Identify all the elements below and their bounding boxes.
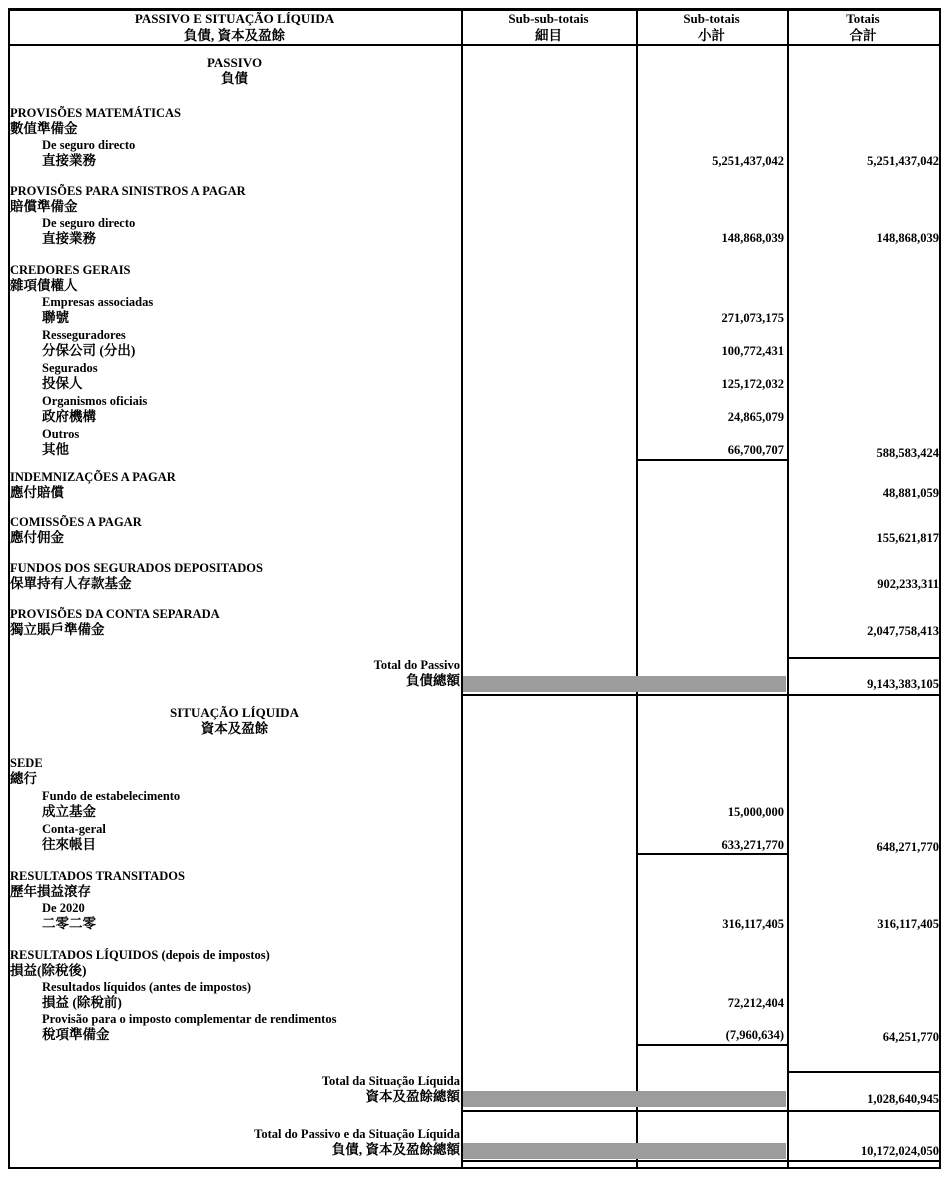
- section-heading-situacao-liquida: [8, 705, 461, 737]
- total-cell-top-border: [787, 1071, 939, 1073]
- row-credores-gerais: [10, 263, 131, 294]
- subtotal-value: 72,212,404: [727, 996, 784, 1010]
- label-zh: 保單持有人存款基金: [10, 576, 132, 591]
- column-divider-3: [787, 8, 789, 1168]
- label-zh: 往來帳目: [42, 837, 96, 852]
- row-sede: [10, 756, 43, 787]
- total-value: 64,251,770: [882, 1030, 939, 1044]
- total-shaded-bar: [463, 1091, 786, 1107]
- subtotal-value: 271,073,175: [721, 311, 784, 325]
- column-header-description-pt: PASSIVO E SITUAÇÃO LÍQUIDA: [134, 11, 335, 26]
- column-header-totals-zh: 合計: [849, 28, 877, 43]
- label-zh: 負債總額: [406, 673, 460, 688]
- label-pt: PROVISÕES DA CONTA SEPARADA: [10, 607, 220, 621]
- row-resultados-antes-impostos: [42, 980, 251, 1011]
- label-zh: 數值準備金: [10, 121, 78, 136]
- row-comissoes-a-pagar: [10, 515, 142, 546]
- label-zh: 資本及盈餘總額: [365, 1089, 460, 1104]
- label-pt: COMISSÕES A PAGAR: [10, 515, 142, 529]
- label-pt: Resseguradores: [42, 328, 126, 342]
- column-divider-2: [636, 8, 638, 1168]
- label-pt: RESULTADOS LÍQUIDOS (depois de impostos): [10, 948, 270, 962]
- section-heading-situacao-zh: 資本及盈餘: [200, 721, 269, 736]
- row-seguro-directo-1: [42, 138, 135, 169]
- label-zh: 其他: [42, 442, 69, 457]
- total-value: 5,251,437,042: [867, 154, 939, 168]
- label-pt: CREDORES GERAIS: [10, 263, 131, 277]
- total-value: 155,621,817: [876, 531, 939, 545]
- row-outros: [42, 427, 79, 458]
- label-zh: 總行: [10, 771, 37, 786]
- subtotal-value: 66,700,707: [727, 443, 784, 457]
- label-zh: 應付佣金: [10, 530, 64, 545]
- total-cell-top-border: [787, 657, 939, 659]
- label-pt: INDEMNIZAÇÕES A PAGAR: [10, 470, 176, 484]
- row-provisoes-matematicas: [10, 106, 181, 137]
- total-shaded-bar: [463, 1143, 786, 1159]
- total-value: 902,233,311: [877, 577, 939, 591]
- subtotal-value: (7,960,634): [725, 1028, 784, 1042]
- label-pt: Conta-geral: [42, 822, 106, 836]
- label-pt: FUNDOS DOS SEGURADOS DEPOSITADOS: [10, 561, 263, 575]
- label-zh: 政府機構: [42, 409, 96, 424]
- row-organismos-oficiais: [42, 394, 147, 425]
- label-pt: Total do Passivo: [373, 658, 460, 672]
- row-indemnizacoes-a-pagar: [10, 470, 176, 501]
- label-zh: 稅項準備金: [42, 1027, 110, 1042]
- label-zh: 投保人: [42, 376, 83, 391]
- label-zh: 損益(除稅後): [10, 963, 87, 978]
- label-pt: Outros: [42, 427, 80, 441]
- label-zh: 分保公司 (分出): [42, 343, 136, 358]
- column-header-description-zh: 負債, 資本及盈餘: [183, 28, 286, 43]
- label-pt: Total do Passivo e da Situação Líquida: [254, 1127, 460, 1141]
- label-pt: RESULTADOS TRANSITADOS: [10, 869, 185, 883]
- label-zh: 雜項債權人: [10, 278, 78, 293]
- label-pt: Fundo de estabelecimento: [42, 789, 181, 803]
- label-zh: 直接業務: [42, 153, 96, 168]
- subtotal-value: 5,251,437,042: [712, 154, 784, 168]
- label-pt: De seguro directo: [42, 138, 136, 152]
- column-divider-1: [461, 8, 463, 1168]
- label-zh: 二零二零: [42, 916, 96, 931]
- label-pt: PROVISÕES MATEMÁTICAS: [10, 106, 181, 120]
- subtotal-value: 633,271,770: [721, 838, 784, 852]
- total-row-bottom-border: [461, 1110, 939, 1112]
- total-passivo-label: [374, 658, 460, 689]
- row-fundos-segurados-depositados: [10, 561, 263, 592]
- label-zh: 應付賠償: [10, 485, 64, 500]
- total-passivo-value: 9,143,383,105: [867, 677, 939, 691]
- section-heading-situacao-pt: SITUAÇÃO LÍQUIDA: [170, 705, 299, 720]
- section-heading-passivo-zh: 負債: [221, 71, 248, 86]
- row-segurados: [42, 361, 98, 392]
- label-zh: 成立基金: [42, 804, 96, 819]
- grand-total-label: [254, 1127, 460, 1158]
- total-value: 48,881,059: [882, 486, 939, 500]
- row-seguro-directo-2: [42, 216, 135, 247]
- total-value: 316,117,405: [877, 917, 939, 931]
- label-pt: Empresas associadas: [42, 295, 154, 309]
- label-pt: Total da Situação Líquida: [321, 1074, 460, 1088]
- label-zh: 負債, 資本及盈餘總額: [331, 1142, 460, 1157]
- subtotal-value: 316,117,405: [722, 917, 784, 931]
- label-pt: De 2020: [42, 901, 85, 915]
- label-zh: 歷年損益滾存: [10, 884, 91, 899]
- total-value: 648,271,770: [876, 840, 939, 854]
- row-empresas-associadas: [42, 295, 153, 326]
- sum-line: [636, 459, 788, 461]
- label-pt: De seguro directo: [42, 216, 136, 230]
- subtotal-value: 125,172,032: [721, 377, 784, 391]
- column-header-subsubtotals: [461, 10, 636, 44]
- column-header-subtotals-pt: Sub-totais: [683, 11, 740, 26]
- column-header-subsubtotals-pt: Sub-sub-totais: [508, 11, 589, 26]
- total-value: 588,583,424: [876, 446, 939, 460]
- total-value: 148,868,039: [876, 231, 939, 245]
- total-situacao-value: 1,028,640,945: [867, 1092, 939, 1106]
- column-header-totals: [787, 10, 939, 44]
- label-pt: SEDE: [10, 756, 43, 770]
- row-resultados-liquidos: [10, 948, 270, 979]
- header-bottom-border: [8, 44, 939, 46]
- grand-total-value: 10,172,024,050: [860, 1144, 939, 1158]
- sum-line: [636, 1044, 788, 1046]
- subtotal-value: 100,772,431: [721, 344, 784, 358]
- subtotal-value: 24,865,079: [727, 410, 784, 424]
- label-zh: 賠償準備金: [10, 199, 78, 214]
- total-row-bottom-border: [461, 694, 939, 696]
- row-conta-geral: [42, 822, 106, 853]
- total-situacao-label: [322, 1074, 460, 1105]
- total-shaded-bar: [463, 676, 786, 692]
- row-de-2020: [42, 901, 96, 932]
- row-provisoes-conta-separada: [10, 607, 220, 638]
- subtotal-value: 148,868,039: [721, 231, 784, 245]
- section-heading-passivo-pt: PASSIVO: [206, 55, 263, 70]
- row-resseguradores: [42, 328, 135, 359]
- row-resultados-transitados: [10, 869, 185, 900]
- label-pt: Provisão para o imposto complementar de rendimentos: [42, 1012, 337, 1026]
- column-header-subsubtotals-zh: 細目: [535, 28, 562, 43]
- label-pt: Segurados: [42, 361, 98, 375]
- label-zh: 損益 (除稅前): [42, 995, 122, 1010]
- label-zh: 聯號: [42, 310, 69, 325]
- subtotal-value: 15,000,000: [727, 805, 784, 819]
- row-fundo-estabelecimento: [42, 789, 180, 820]
- row-provisoes-sinistros: [10, 184, 246, 215]
- row-provisao-imposto: [42, 1012, 336, 1043]
- column-header-description: [8, 10, 461, 44]
- column-header-subtotals: [636, 10, 787, 44]
- column-header-subtotals-zh: 小計: [698, 28, 725, 43]
- total-value: 2,047,758,413: [867, 624, 939, 638]
- label-pt: PROVISÕES PARA SINISTROS A PAGAR: [10, 184, 246, 198]
- label-pt: Resultados líquidos (antes de impostos): [42, 980, 252, 994]
- grand-total-underline: [461, 1160, 939, 1162]
- label-zh: 直接業務: [42, 231, 96, 246]
- section-heading-passivo: [8, 55, 461, 87]
- sum-line: [636, 853, 788, 855]
- label-pt: Organismos oficiais: [42, 394, 148, 408]
- column-header-totals-pt: Totais: [846, 11, 880, 26]
- label-zh: 獨立賬戶準備金: [10, 622, 105, 637]
